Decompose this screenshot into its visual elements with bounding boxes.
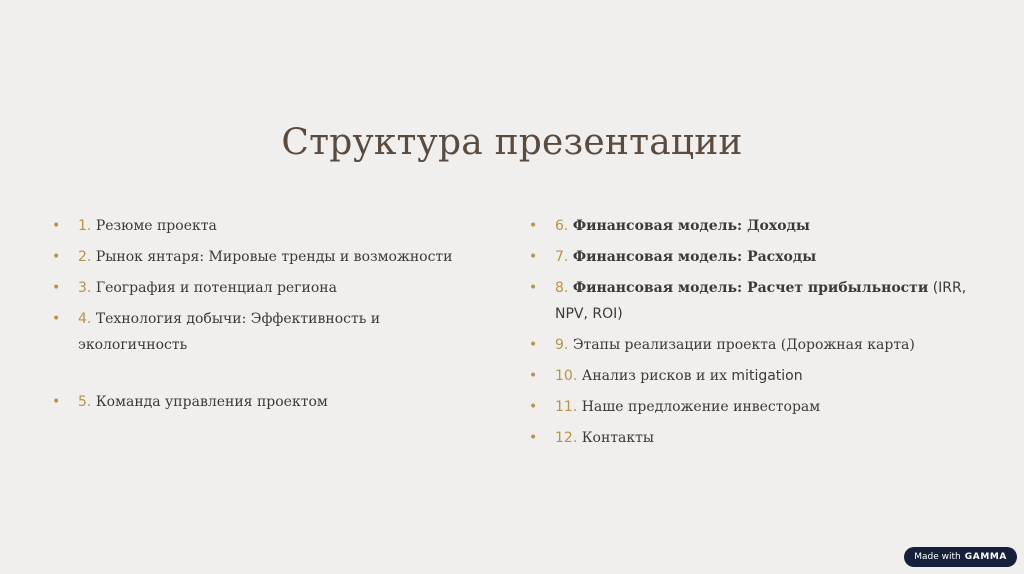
agenda-left-column — [52, 213, 492, 420]
item-text-extra: mitigation — [731, 368, 803, 384]
item-text: Команда управления проектом — [95, 394, 328, 410]
list-item — [529, 244, 989, 270]
list-item — [529, 332, 989, 358]
made-with-gamma-badge[interactable] — [904, 547, 1017, 567]
bullet-icon: • — [529, 249, 538, 265]
item-text: Наше предложение инвесторам — [581, 399, 821, 415]
badge-prefix: Made with — [914, 552, 961, 562]
item-number: 2. — [78, 249, 92, 265]
item-number: 7. — [555, 249, 569, 265]
bullet-icon: • — [529, 430, 538, 446]
item-number: 1. — [78, 218, 92, 234]
item-number: 12. — [555, 430, 578, 446]
list-item — [52, 213, 492, 239]
item-number: 4. — [78, 311, 92, 327]
gamma-logo: GAMMA — [964, 552, 1007, 562]
item-number: 5. — [78, 394, 92, 410]
list-item — [52, 244, 492, 270]
list-item — [52, 275, 492, 301]
item-text: Технология добычи: Эффективность и экологичность — [78, 311, 381, 353]
item-text: География и потенциал региона — [95, 280, 337, 296]
item-text: Контакты — [581, 430, 655, 446]
item-number: 10. — [555, 368, 578, 384]
bullet-icon: • — [52, 249, 61, 265]
list-item — [52, 389, 492, 415]
item-text-extra: (IRR, NPV, ROI) — [555, 280, 967, 322]
bullet-icon: • — [529, 399, 538, 415]
bullet-icon: • — [529, 368, 538, 384]
bullet-icon: • — [52, 218, 61, 234]
list-item — [529, 394, 989, 420]
list-item — [529, 275, 989, 327]
item-number: 8. — [555, 280, 569, 296]
bullet-icon: • — [529, 337, 538, 353]
bullet-icon: • — [52, 394, 61, 410]
list-item — [529, 363, 989, 389]
item-text: Этапы реализации проекта (Дорожная карта) — [572, 337, 915, 353]
bullet-icon: • — [529, 218, 538, 234]
list-spacer — [52, 363, 492, 389]
item-number: 6. — [555, 218, 569, 234]
item-text: Резюме проекта — [95, 218, 217, 234]
item-text: Финансовая модель: Расходы — [572, 249, 817, 265]
bullet-icon: • — [52, 311, 61, 327]
bullet-icon: • — [52, 280, 61, 296]
agenda-right-column — [529, 213, 989, 456]
item-text: Анализ рисков и их — [581, 368, 727, 384]
list-item — [52, 306, 492, 358]
bullet-icon: • — [529, 280, 538, 296]
item-text: Рынок янтаря: Мировые тренды и возможности — [95, 249, 453, 265]
item-text: Финансовая модель: Расчет прибыльности — [572, 280, 929, 296]
list-item — [529, 425, 989, 451]
list-item — [529, 213, 989, 239]
item-text: Финансовая модель: Доходы — [572, 218, 810, 234]
item-number: 9. — [555, 337, 569, 353]
page-title: Структура презентации — [281, 122, 743, 163]
item-number: 3. — [78, 280, 92, 296]
item-number: 11. — [555, 399, 578, 415]
